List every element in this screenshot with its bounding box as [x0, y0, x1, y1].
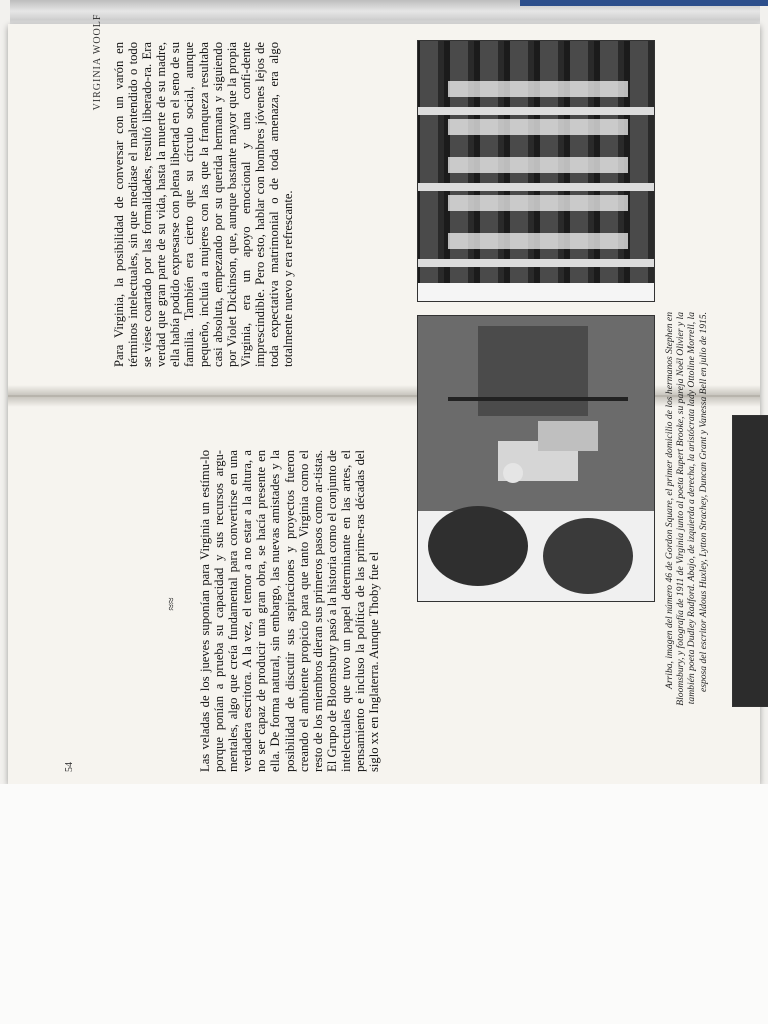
page-54 — [12, 0, 388, 772]
text-column-lower — [198, 450, 381, 772]
page-number: 54 — [64, 762, 75, 772]
paragraph-1: Para Virginia, la posibilidad de conversar con un varón en términos intelectuales, sin que mediase el malentendido o todo se viese coartado por las formalidades, resultó liberado-ra. Era verdad que gran parte de su vida, hasta la muerte de su madre, ella había podido expresarse con plena libertad en el seno de su familia. También era cierto que su círculo social, aunque pequeño, incluía a mujeres con las que la franqueza resultaba casi absoluta, empezando por su querida hermana y siguiendo por Violet Dickinson, que, aunque bastante mayor que la propia Virginia, era un apoyo emocional y una confi-dente imprescindible. Pero esto, hablar con hombres jóvenes lejos de toda expectativa matrimonial o de toda amenaza, era algo totalmente nuevo y era refrescante. — [112, 42, 296, 367]
group-photo-1911 — [417, 315, 655, 602]
text-column-upper — [112, 42, 295, 367]
section-ornament: ≈≈ — [164, 597, 178, 611]
house-windows — [448, 61, 628, 271]
photo-page — [402, 0, 764, 772]
scanner-bed — [0, 784, 768, 1024]
gordon-square-photo — [417, 40, 655, 302]
caption-text: Arriba, imagen del número 46 de Gordon Square, el primer domicilio de los hermanos Stephen en Bloomsbury, y fotografía de 1911 de Virginia junto al poeta Rupert Brooke, su pareja Noël Olivier y la también poeta Dudley Radford. Abajo, de izquierda a derecha, la aristócrata lady Ottoline Morrell, la esposa del escritor Aldous Huxley, Lytton Strachey, Duncan Grant y Vanessa Bell en julio de 1915. — [664, 312, 709, 706]
paragraph-2: Las veladas de los jueves suponían para Virginia un estímu-lo porque ponían a prueba su capacidad y sus recursos argu-mentales, algo que creía fundamental para convertirse en una verdadera escritora. A la vez, el temor a no estar a la altura, a no ser capaz de producir una gran obra, se hacía presente en ella. De forma natural, sin embargo, las nuevas amistades y la posibilidad de discutir sus aspiraciones y proyectos fueron creando el ambiente propicio para que tanto Virginia como el resto de los miembros dieran sus primeros pasos como ar-tistas. El Grupo de Bloomsbury pasó a la historia como el conjunto de intelectuales que tuvo un papel determinante en las artes, el pensamiento e incluso la política de las prime-ras décadas del siglo xx en Inglaterra. Aunque Thoby fue el — [198, 450, 382, 772]
group-photo-figures — [418, 316, 654, 601]
photo-sky — [418, 283, 654, 301]
garden-photo-figures — [733, 416, 768, 706]
garden-photo-1915 — [732, 415, 768, 707]
running-head: VIRGINIA WOOLF — [92, 13, 103, 111]
rotated-spread — [12, 0, 764, 772]
photo-caption — [664, 312, 709, 712]
